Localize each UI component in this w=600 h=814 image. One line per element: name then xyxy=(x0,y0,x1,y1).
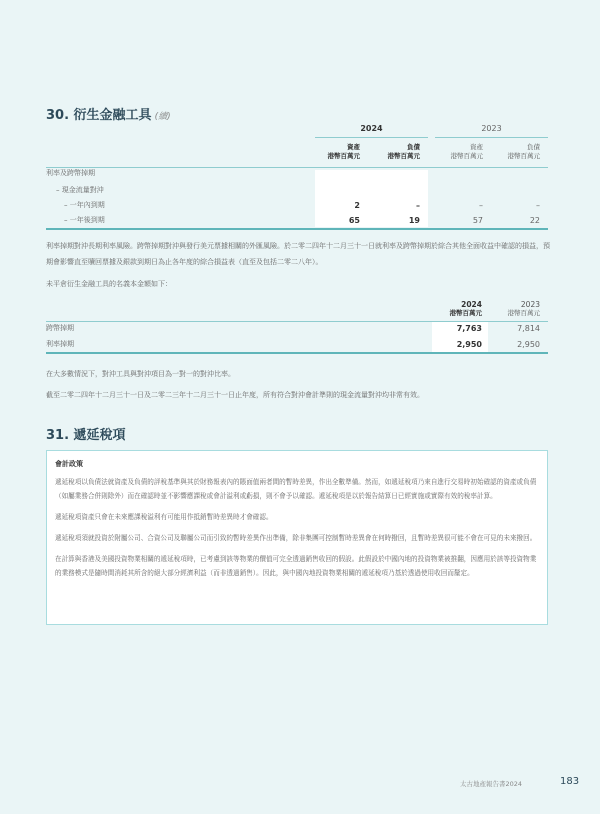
policy-paragraph: 在計算與香港及美國投資物業相關的遞延稅項時，已考慮到該等物業的價值可完全透過銷售收回的假設。此假設於中國內地的投資物業被推翻，因應用於該等投資物業的業務模式是隨時間消耗其所含的絕大部分經濟利益（而非透過銷售）。因此，與中國內地投資物業相關的遞延稅項乃基於透過使用收回而釐定。 xyxy=(55,555,537,577)
col-header: 資產 xyxy=(347,143,360,151)
col-header-cell xyxy=(480,300,540,318)
col-unit: 港幣百萬元 xyxy=(450,152,483,160)
cell: – xyxy=(479,201,483,210)
col-header: 資產 xyxy=(470,143,483,151)
cell: 2 xyxy=(354,201,360,210)
divider xyxy=(435,137,548,138)
row-label: 利率及跨幣掉期 xyxy=(46,169,95,177)
col-header: 2024 xyxy=(461,300,482,309)
year-2023: 2023 xyxy=(481,124,502,133)
divider xyxy=(46,352,548,354)
cell: 65 xyxy=(348,216,360,225)
policy-paragraph: 遞延稅項須就投資於附屬公司、合資公司及聯屬公司而引致的暫時差異作出準備，除非集團可控制暫時差異會在何時撥回，且暫時差異很可能不會在可見的未來撥回。 xyxy=(55,534,537,542)
section-31-heading: 31. 遞延稅項 xyxy=(46,428,126,443)
col-unit: 港幣百萬元 xyxy=(507,152,540,160)
section-30-heading xyxy=(46,104,171,123)
cell: 19 xyxy=(408,216,420,225)
col-header-cell xyxy=(480,143,540,161)
col-unit: 港幣百萬元 xyxy=(449,309,482,317)
continued-label: (續) xyxy=(154,112,171,122)
row-label: – 現金流量對沖 xyxy=(56,186,104,194)
col-header: 負債 xyxy=(527,143,540,151)
cell: – xyxy=(416,201,420,210)
row-label: 利率掉期 xyxy=(46,340,74,348)
cell: 57 xyxy=(472,216,483,225)
divider xyxy=(46,228,548,230)
accounting-policy-box xyxy=(46,450,548,625)
cell: 7,814 xyxy=(517,324,540,333)
policy-paragraph: 遞延稅項資產只會在未來應課稅溢利有可能用作抵銷暫時差異時才會確認。 xyxy=(55,513,273,521)
col-unit: 港幣百萬元 xyxy=(327,152,360,160)
cell: 22 xyxy=(529,216,540,225)
policy-paragraph: 遞延稅項以負債法就資產及負債的評稅基準與其於財務報表內的賬面值兩者間的暫時差異，作出全數準備。然而，如遞延稅項乃來自進行交易時初始確認的資產或負債（如屬業務合併則除外）而在確認時並不影響應課稅或會計溢利或虧損，則不會予以確認。遞延稅項是以於報告結算日已經實施或實際有效的稅率計算。 xyxy=(55,478,537,500)
col-header: 負債 xyxy=(407,143,420,151)
row-label: – 一年後到期 xyxy=(64,216,105,224)
cell: – xyxy=(536,201,540,210)
col-header-cell xyxy=(360,143,420,161)
paragraph: 未平倉衍生金融工具的名義本金額如下： xyxy=(46,280,172,288)
heading-text: 30. 衍生金融工具 xyxy=(46,108,152,123)
policy-title: 會計政策 xyxy=(55,460,83,468)
col-header: 2023 xyxy=(520,300,540,309)
row-label: 跨幣掉期 xyxy=(46,324,74,332)
divider xyxy=(46,167,548,168)
year-2024: 2024 xyxy=(360,124,383,133)
cell: 2,950 xyxy=(517,340,540,349)
row-label: – 一年內到期 xyxy=(64,201,105,209)
paragraph: 在大多數情況下，對沖工具與對沖項目為一對一的對沖比率。 xyxy=(46,370,235,378)
report-name: 太古地產報告書2024 xyxy=(460,780,523,788)
page-number: 183 xyxy=(560,776,580,787)
col-unit: 港幣百萬元 xyxy=(507,309,540,317)
col-header-cell xyxy=(423,143,483,161)
col-header-cell xyxy=(300,143,360,161)
divider xyxy=(315,137,428,138)
paragraph: 截至二零二四年十二月三十一日及二零二三年十二月三十一日止年度，所有符合對沖會計準則的現金流量對沖均非常有效。 xyxy=(46,391,424,399)
col-header-cell xyxy=(422,300,482,318)
cell: 7,763 xyxy=(456,324,482,333)
paragraph: 利率掉期對沖長期利率風險。跨幣掉期對沖與發行美元票據相關的外匯風險。於二零二四年十二月三十一日就利率及跨幣掉期於綜合其他全面收益中確認的損益，預期會影響直至贖回票據及銀款到期日為止各年度的綜合損益表（直至及包括二零二八年）。 xyxy=(46,242,550,266)
col-unit: 港幣百萬元 xyxy=(387,152,420,160)
cell: 2,950 xyxy=(456,340,482,349)
